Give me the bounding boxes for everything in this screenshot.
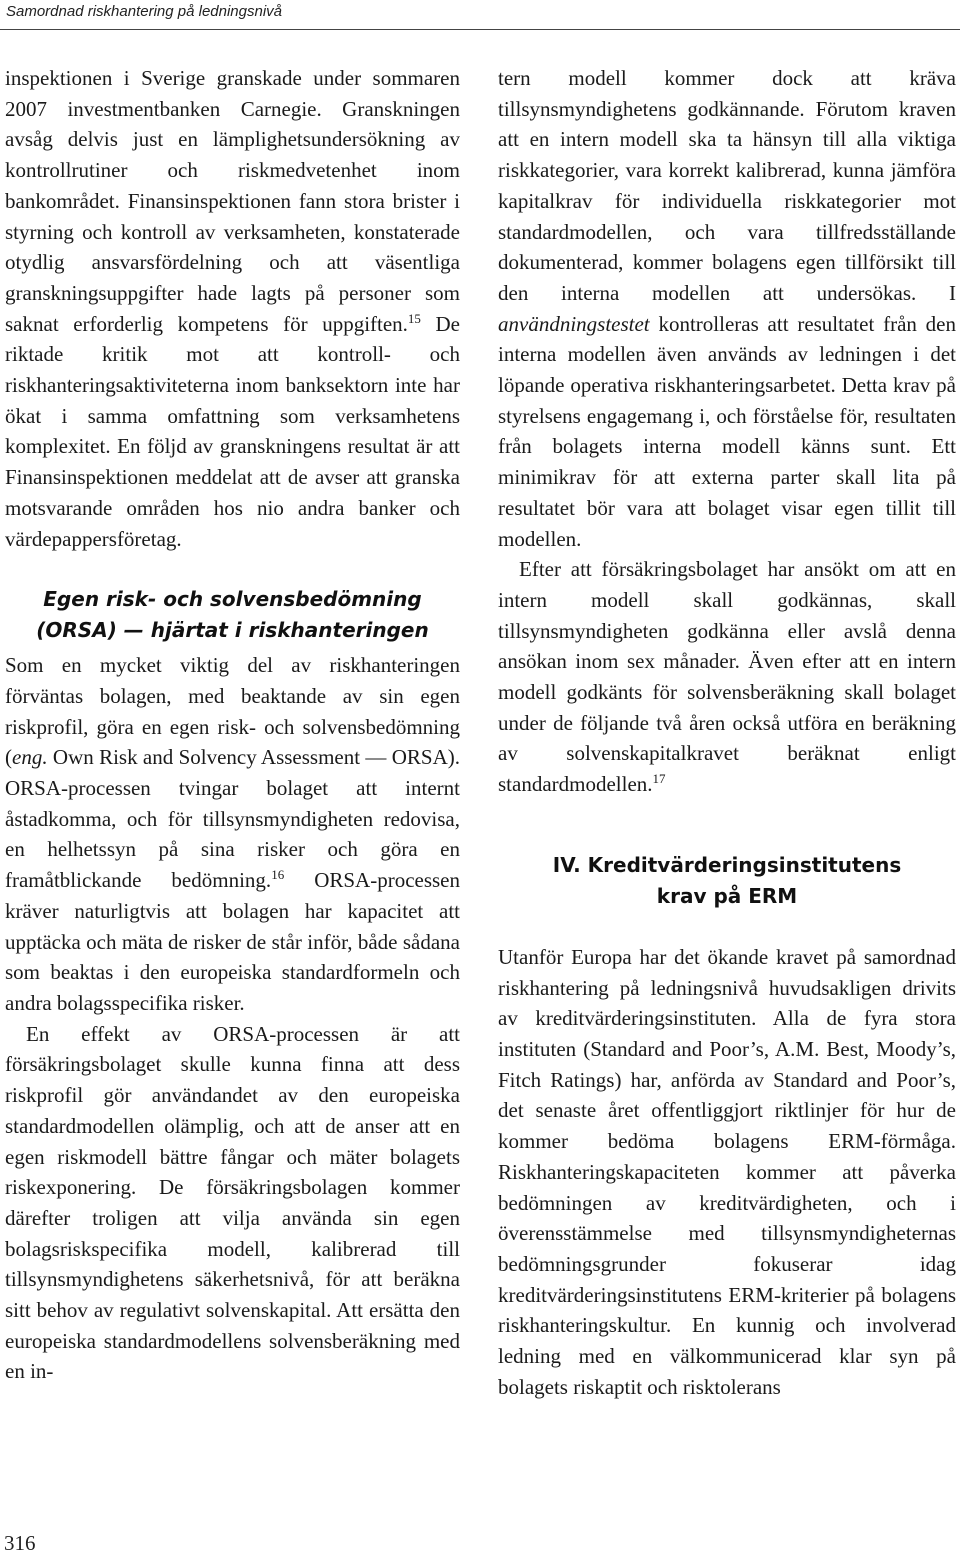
page-number: 316 bbox=[4, 1531, 36, 1555]
right-p1-text-b: kontrolleras att resultatet från den interna modellen även används av ledningen i det löpande operativa riskhanteringsarbetet. Detta krav på styrelsens engagemang i, och förståelse för, resultaten från bolagets interna modell känns sunt. Ett minimikrav för att externa parter skall lita på resultatet bör vara att bolaget visar egen tillit till modellen. bbox=[498, 311, 956, 551]
right-p1-text-a: tern modell kommer dock att kräva tillsynsmyndighetens godkännande. Förutom kraven att en intern modell ska ta hänsyn till alla viktiga riskkategorier, vara korrekt kalibrerad, kunna jämföra kapitalkrav för individuella riskkategorier mot standardmodellen, och vara tillfredsställande dokumenterad, kommer bolagens egen tillförsikt till den interna modellen att undersökas. I bbox=[498, 66, 956, 305]
running-header bbox=[0, 0, 960, 30]
left-paragraph-3 bbox=[5, 1019, 460, 1387]
left-p1-text-after: De riktade kritik mot att kontroll- och riskhanteringsaktiviteterna inom banksektorn inte har ökat i samma omfattning som verksamhetens komplexitet. En följd av granskningens resultat är att Finansinspektionen meddelat att de avser att granska motsvarande områden hos nio andra banker och värdepappersföretag. bbox=[5, 311, 460, 551]
left-paragraph-1 bbox=[5, 63, 460, 554]
left-p2-text-c: ORSA-processen kräver naturligtvis att bolagen har kapacitet att upptäcka och mäta de risker de står inför, både sådana som beaktas i den europeiska standardformeln och andra bolagsspecifika risker. bbox=[5, 868, 461, 1015]
section-iv-heading-line-1: IV. Kreditvärderingsinstitutens bbox=[552, 852, 902, 877]
right-p1-emphasis: användningstestet bbox=[498, 311, 650, 336]
section-iv-heading bbox=[498, 850, 956, 912]
footnote-ref-15: 15 bbox=[407, 310, 421, 326]
right-column bbox=[498, 63, 956, 1402]
right-p2-text: Efter att försäkringsbolaget har ansökt om att en intern modell skall godkännas, skall tillsynsmyndigheten godkänna eller avslå denna ansökan inom sex månader. Även efter att en intern modell godkänts för solvensberäkning skall bolaget under de följande två åren också utföra en beräkning av solvenskapitalkravet beräknat enligt standardmodellen. bbox=[498, 557, 956, 797]
right-paragraph-2 bbox=[498, 554, 956, 800]
footnote-ref-17: 17 bbox=[652, 771, 666, 787]
right-paragraph-3 bbox=[498, 942, 956, 1403]
footnote-ref-16: 16 bbox=[271, 867, 285, 883]
orsa-heading-line-1: Egen risk- och solvensbedömning bbox=[43, 587, 422, 612]
section-iv-heading-line-2: krav på ERM bbox=[656, 883, 798, 908]
orsa-heading-line-2: (ORSA) — hjärtat i riskhanteringen bbox=[36, 618, 429, 643]
running-title: Samordnad riskhantering på ledningsnivå bbox=[6, 3, 283, 20]
left-column bbox=[5, 63, 460, 1387]
orsa-section-heading bbox=[5, 584, 460, 646]
right-paragraph-1 bbox=[498, 63, 956, 554]
left-p2-eng: eng. bbox=[12, 745, 48, 770]
left-p2-text-b: Own Risk and Solvency Assessment — ORSA). ORSA-processen tvingar bolaget att internt åstadkomma, och för tillsynsmyndigheten redovisa, en helhetssyn på sina risker och göra en framåtblickande bedömning. bbox=[5, 745, 460, 893]
left-paragraph-2 bbox=[5, 650, 460, 1018]
left-p3-text: En effekt av ORSA-processen är att försäkringsbolaget skulle kunna finna att dess riskprofil gör användandet av den europeiska standardmodellen olämplig, och att de anser att en egen riskmodell bättre fångar och mäter bolagets riskexponering. De försäkringsbolagen kommer därefter troligen att vilja använda sin egen bolagsriskspecifika modell, kalibrerad till tillsynsmyndighetens säkerhetsnivå, för att beräkna sitt behov av regulativt solvenskapital. Att ersätta den europeiska standardmodellens solvensberäkning med en in- bbox=[5, 1021, 460, 1384]
left-p1-text: inspektionen i Sverige granskade under sommaren 2007 investmentbanken Carnegie. Granskningen avsåg delvis just en lämplighetsundersökning av kontrollrutiner och riskmedvetenhet inom bankområdet. Finansinspektionen fann stora brister i styrning och kontroll av verksamheten, konstaterade otydlig ansvarsfördelning och att väsentliga granskningsuppgifter hade lagts på personer som saknat erforderlig kompetens för uppgiften. bbox=[5, 66, 460, 336]
left-p2-text-a: Som en mycket viktig del av riskhanteringen förväntas bolagen, med beaktande av sin egen riskprofil, göra en egen risk- och solvensbedömning ( bbox=[5, 653, 460, 770]
right-p3-text: Utanför Europa har det ökande kravet på samordnad riskhantering på ledningsnivå huvudsakligen drivits av kreditvärderingsinstituten. Alla de fyra stora instituten (Standard and Poor’s, A.M. Best, Moody’s, Fitch Ratings) har, anförda av Standard and Poor’s, det senaste året offentliggjort riktlinjer för hur de kommer bedöma bolagens ERM-förmåga. Riskhanteringskapaciteten kommer att påverka bedömningen av kreditvärdigheten, och i överensstämmelse med tillsynsmyndigheternas bedömningsgrunder fokuserar idag kreditvärderingsinstitutens ERM-kriterier på bolagens riskhanteringskultur. En kunnig och involverad ledning med en välkommunicerad klar syn på bolagets riskaptit och risktolerans bbox=[498, 944, 956, 1399]
